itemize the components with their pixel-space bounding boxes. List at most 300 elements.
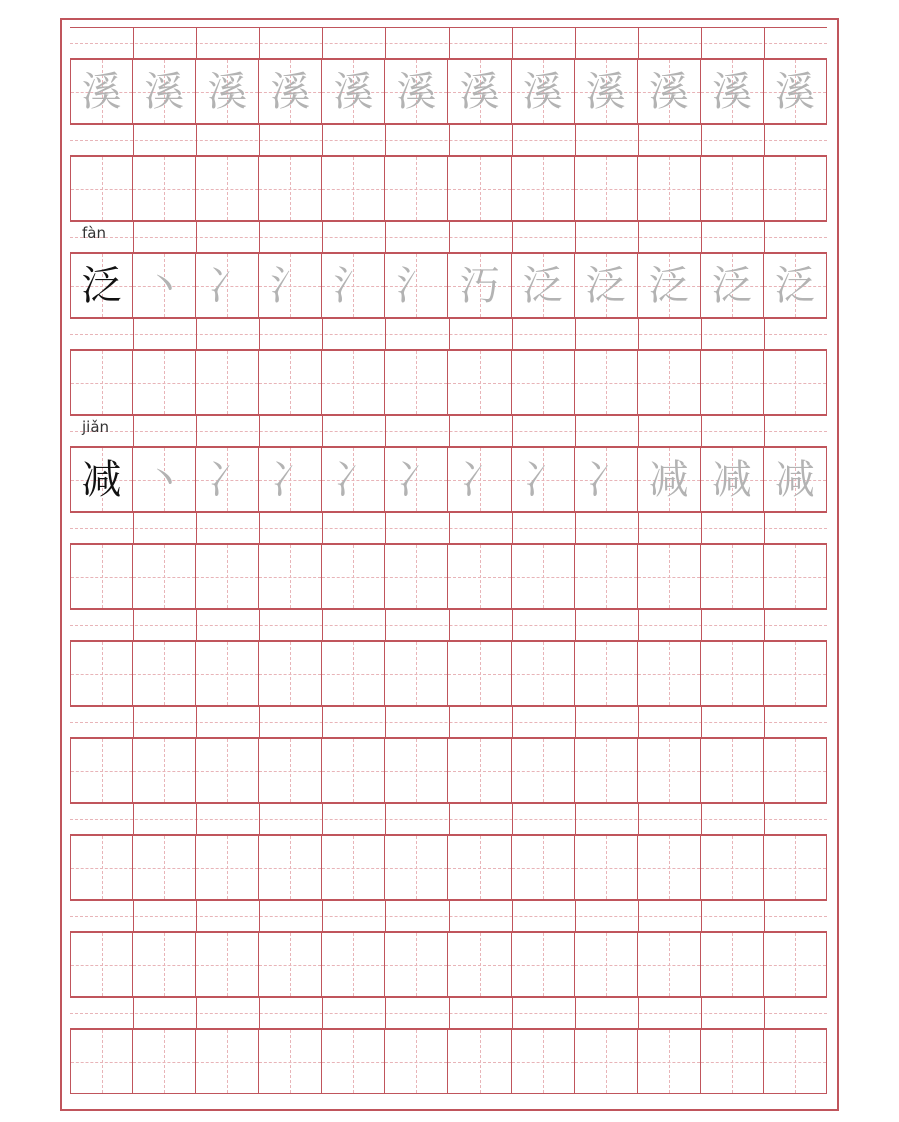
tian-grid-cell[interactable] [133, 545, 196, 608]
cell-horizontal-guide [259, 674, 321, 675]
tian-grid-cell[interactable] [322, 448, 385, 511]
pinyin-band [70, 706, 827, 738]
pinyin-divider [764, 998, 765, 1028]
pinyin-divider [638, 319, 639, 349]
cell-horizontal-guide [322, 577, 384, 578]
pinyin-divider [259, 998, 260, 1028]
cell-horizontal-guide [638, 674, 700, 675]
cell-horizontal-guide [196, 965, 258, 966]
tian-grid-cell[interactable] [196, 545, 259, 608]
tian-grid-cell[interactable] [448, 254, 511, 317]
pinyin-divider [701, 222, 702, 252]
tian-grid-cell[interactable] [512, 642, 575, 705]
tian-grid-cell[interactable] [259, 836, 322, 899]
pinyin-divider [322, 707, 323, 737]
cell-horizontal-guide [322, 965, 384, 966]
tian-grid-cell[interactable] [196, 642, 259, 705]
pinyin-divider [701, 125, 702, 155]
tian-grid-cell[interactable] [259, 545, 322, 608]
tian-grid-cell[interactable] [259, 157, 322, 220]
pinyin-divider [638, 28, 639, 58]
cell-horizontal-guide [133, 189, 195, 190]
pinyin-divider [638, 513, 639, 543]
tian-grid-cell[interactable] [638, 545, 701, 608]
pinyin-divider [133, 804, 134, 834]
tian-grid-cell[interactable] [638, 448, 701, 511]
tian-grid-cell[interactable] [322, 836, 385, 899]
pinyin-divider [196, 804, 197, 834]
cell-horizontal-guide [259, 577, 321, 578]
pinyin-divider [322, 804, 323, 834]
tian-grid-cell[interactable] [448, 739, 511, 802]
cell-horizontal-guide [701, 189, 763, 190]
tian-grid-cell[interactable] [133, 60, 196, 123]
tian-grid-cell[interactable] [764, 254, 827, 317]
tian-grid-cell[interactable] [701, 60, 764, 123]
cell-horizontal-guide [701, 674, 763, 675]
pinyin-divider [701, 610, 702, 640]
tian-grid-cell[interactable] [764, 933, 827, 996]
character-row [70, 738, 827, 803]
tian-grid-cell[interactable] [70, 836, 133, 899]
trace-character: 泛 [774, 262, 815, 309]
tian-grid-cell[interactable] [575, 642, 638, 705]
cell-horizontal-guide [638, 383, 700, 384]
tian-grid-cell[interactable] [448, 836, 511, 899]
cell-horizontal-guide [385, 1062, 447, 1063]
tian-grid-cell[interactable] [70, 642, 133, 705]
cell-horizontal-guide [575, 189, 637, 190]
tian-grid-cell[interactable] [764, 836, 827, 899]
trace-character: 减 [648, 456, 689, 503]
tian-grid-cell[interactable] [322, 254, 385, 317]
tian-grid-cell[interactable] [133, 157, 196, 220]
tian-grid-cell[interactable] [575, 448, 638, 511]
pinyin-divider [196, 513, 197, 543]
tian-grid-cell[interactable] [448, 1030, 511, 1093]
tian-grid-cell[interactable] [701, 448, 764, 511]
pinyin-divider [322, 222, 323, 252]
tian-grid-cell[interactable] [70, 933, 133, 996]
character-row [70, 156, 827, 221]
tian-grid-cell[interactable] [575, 254, 638, 317]
tian-grid-cell[interactable] [764, 739, 827, 802]
character-row [70, 447, 827, 512]
pinyin-divider [638, 416, 639, 446]
pinyin-band [70, 27, 827, 59]
pinyin-divider [449, 222, 450, 252]
pinyin-divider [701, 513, 702, 543]
tian-grid-cell[interactable] [764, 351, 827, 414]
tian-grid-cell[interactable] [322, 1030, 385, 1093]
pinyin-divider [638, 707, 639, 737]
pinyin-band [70, 900, 827, 932]
tian-grid-cell[interactable] [638, 642, 701, 705]
tian-grid-cell[interactable] [512, 448, 575, 511]
tian-grid-cell[interactable] [512, 836, 575, 899]
cell-horizontal-guide [575, 868, 637, 869]
pinyin-divider [512, 125, 513, 155]
tian-grid-cell[interactable] [385, 351, 448, 414]
pinyin-divider [385, 222, 386, 252]
cell-horizontal-guide [764, 189, 826, 190]
pinyin-divider [385, 319, 386, 349]
character-row [70, 544, 827, 609]
pinyin-divider [133, 707, 134, 737]
cell-horizontal-guide [575, 771, 637, 772]
tian-grid-cell[interactable] [638, 836, 701, 899]
trace-character: 汅 [459, 262, 500, 309]
tian-grid-cell[interactable] [259, 642, 322, 705]
pinyin-divider [512, 901, 513, 931]
tian-grid-cell[interactable] [259, 60, 322, 123]
trace-character: 丶 [144, 262, 185, 309]
tian-grid-cell[interactable] [385, 60, 448, 123]
tian-grid-cell[interactable] [196, 351, 259, 414]
practice-grid [70, 27, 827, 1098]
tian-grid-cell[interactable] [385, 642, 448, 705]
cell-horizontal-guide [259, 771, 321, 772]
tian-grid-cell[interactable] [701, 642, 764, 705]
tian-grid-cell[interactable] [385, 1030, 448, 1093]
pinyin-divider [512, 998, 513, 1028]
character-row [70, 835, 827, 900]
tian-grid-cell[interactable] [638, 739, 701, 802]
trace-character: 泛 [648, 262, 689, 309]
tian-grid-cell[interactable] [701, 739, 764, 802]
cell-horizontal-guide [512, 674, 574, 675]
pinyin-divider [322, 610, 323, 640]
trace-character: 氵 [333, 262, 374, 309]
tian-grid-cell[interactable] [70, 1030, 133, 1093]
tian-grid-cell[interactable] [512, 254, 575, 317]
tian-grid-cell[interactable] [575, 1030, 638, 1093]
cell-horizontal-guide [133, 674, 195, 675]
cell-horizontal-guide [322, 771, 384, 772]
cell-horizontal-guide [71, 771, 132, 772]
tian-grid-cell[interactable] [322, 351, 385, 414]
pinyin-band [70, 318, 827, 350]
tian-grid-cell[interactable] [196, 739, 259, 802]
pinyin-divider [701, 998, 702, 1028]
tian-grid-cell[interactable] [638, 254, 701, 317]
tian-grid-cell[interactable] [512, 545, 575, 608]
tian-grid-cell[interactable] [133, 836, 196, 899]
tian-grid-cell[interactable] [385, 157, 448, 220]
cell-horizontal-guide [575, 577, 637, 578]
tian-grid-cell[interactable] [638, 1030, 701, 1093]
cell-horizontal-guide [133, 868, 195, 869]
tian-grid-cell[interactable] [764, 448, 827, 511]
tian-grid-cell[interactable] [512, 933, 575, 996]
cell-horizontal-guide [133, 577, 195, 578]
tian-grid-cell[interactable] [701, 545, 764, 608]
tian-grid-cell[interactable] [575, 933, 638, 996]
tian-grid-cell[interactable] [575, 157, 638, 220]
cell-horizontal-guide [764, 1062, 826, 1063]
trace-character: 泛 [522, 262, 563, 309]
cell-horizontal-guide [764, 868, 826, 869]
cell-horizontal-guide [448, 577, 510, 578]
tian-grid-cell[interactable] [385, 254, 448, 317]
cell-horizontal-guide [196, 771, 258, 772]
pinyin-divider [764, 804, 765, 834]
tian-grid-cell[interactable] [764, 642, 827, 705]
trace-character: 冫 [207, 456, 248, 503]
pinyin-divider [575, 513, 576, 543]
tian-grid-cell[interactable] [70, 157, 133, 220]
pinyin-divider [133, 901, 134, 931]
cell-horizontal-guide [575, 383, 637, 384]
cell-horizontal-guide [71, 674, 132, 675]
pinyin-divider [322, 998, 323, 1028]
trace-character: 溪 [711, 68, 752, 115]
cell-horizontal-guide [638, 577, 700, 578]
tian-grid-cell[interactable] [322, 157, 385, 220]
cell-horizontal-guide [71, 965, 132, 966]
cell-horizontal-guide [196, 1062, 258, 1063]
tian-grid-cell[interactable] [764, 545, 827, 608]
tian-grid-cell[interactable] [385, 933, 448, 996]
tian-grid-cell[interactable] [70, 739, 133, 802]
tian-grid-cell[interactable] [70, 545, 133, 608]
tian-grid-cell[interactable] [512, 157, 575, 220]
tian-grid-cell[interactable] [512, 739, 575, 802]
tian-grid-cell[interactable] [448, 351, 511, 414]
tian-grid-cell[interactable] [701, 1030, 764, 1093]
cell-horizontal-guide [133, 965, 195, 966]
pinyin-divider [196, 222, 197, 252]
pinyin-divider [764, 513, 765, 543]
pinyin-band [70, 997, 827, 1029]
pinyin-divider [196, 125, 197, 155]
pinyin-divider [259, 513, 260, 543]
tian-grid-cell[interactable] [133, 933, 196, 996]
tian-grid-cell[interactable] [70, 448, 133, 511]
cell-horizontal-guide [575, 674, 637, 675]
tian-grid-cell[interactable] [196, 254, 259, 317]
tian-grid-cell[interactable] [448, 157, 511, 220]
cell-horizontal-guide [385, 868, 447, 869]
tian-grid-cell[interactable] [448, 642, 511, 705]
tian-grid-cell[interactable] [638, 351, 701, 414]
cell-horizontal-guide [448, 189, 510, 190]
pinyin-divider [322, 901, 323, 931]
trace-character: 溪 [81, 68, 122, 115]
tian-grid-cell[interactable] [512, 1030, 575, 1093]
tian-grid-cell[interactable] [512, 351, 575, 414]
tian-grid-cell[interactable] [575, 351, 638, 414]
pinyin-divider [385, 998, 386, 1028]
character-row [70, 1029, 827, 1094]
pinyin-divider [701, 901, 702, 931]
tian-grid-cell[interactable] [133, 1030, 196, 1093]
tian-grid-cell[interactable] [322, 60, 385, 123]
tian-grid-cell[interactable] [259, 448, 322, 511]
tian-grid-cell[interactable] [512, 60, 575, 123]
pinyin-divider [449, 707, 450, 737]
cell-horizontal-guide [764, 577, 826, 578]
tian-grid-cell[interactable] [322, 642, 385, 705]
tian-grid-cell[interactable] [385, 448, 448, 511]
tian-grid-cell[interactable] [70, 60, 133, 123]
trace-character: 溪 [585, 68, 626, 115]
pinyin-divider [512, 610, 513, 640]
cell-horizontal-guide [385, 965, 447, 966]
tian-grid-cell[interactable] [701, 836, 764, 899]
pinyin-divider [701, 319, 702, 349]
tian-grid-cell[interactable] [764, 60, 827, 123]
cell-horizontal-guide [322, 383, 384, 384]
tian-grid-cell[interactable] [701, 157, 764, 220]
tian-grid-cell[interactable] [196, 448, 259, 511]
tian-grid-cell[interactable] [70, 254, 133, 317]
pinyin-divider [196, 998, 197, 1028]
pinyin-divider [638, 901, 639, 931]
pinyin-divider [764, 319, 765, 349]
cell-horizontal-guide [71, 868, 132, 869]
pinyin-divider [259, 610, 260, 640]
cell-horizontal-guide [133, 383, 195, 384]
cell-horizontal-guide [512, 771, 574, 772]
trace-character: 冫 [207, 262, 248, 309]
tian-grid-cell[interactable] [764, 157, 827, 220]
pinyin-divider [385, 513, 386, 543]
trace-character: 减 [774, 456, 815, 503]
character-row [70, 641, 827, 706]
pinyin-band [70, 803, 827, 835]
pinyin-divider [638, 804, 639, 834]
tian-grid-cell[interactable] [385, 545, 448, 608]
pinyin-band [70, 124, 827, 156]
pinyin-divider [133, 28, 134, 58]
tian-grid-cell[interactable] [638, 60, 701, 123]
cell-horizontal-guide [322, 674, 384, 675]
pinyin-divider [196, 319, 197, 349]
cell-horizontal-guide [638, 965, 700, 966]
cell-horizontal-guide [512, 868, 574, 869]
pinyin-divider [764, 901, 765, 931]
pinyin-band [70, 512, 827, 544]
pinyin-divider [259, 319, 260, 349]
pinyin-divider [449, 998, 450, 1028]
pinyin-divider [322, 513, 323, 543]
pinyin-divider [385, 416, 386, 446]
tian-grid-cell[interactable] [259, 351, 322, 414]
tian-grid-cell[interactable] [196, 836, 259, 899]
pinyin-divider [512, 513, 513, 543]
pinyin-band [70, 609, 827, 641]
tian-grid-cell[interactable] [196, 157, 259, 220]
character-row [70, 253, 827, 318]
pinyin-divider [133, 222, 134, 252]
trace-character: 减 [711, 456, 752, 503]
cell-horizontal-guide [71, 1062, 132, 1063]
pinyin-divider [133, 513, 134, 543]
tian-grid-cell[interactable] [196, 60, 259, 123]
cell-horizontal-guide [259, 1062, 321, 1063]
cell-horizontal-guide [448, 771, 510, 772]
tian-grid-cell[interactable] [196, 933, 259, 996]
tian-grid-cell[interactable] [259, 1030, 322, 1093]
cell-horizontal-guide [259, 868, 321, 869]
tian-grid-cell[interactable] [575, 60, 638, 123]
tian-grid-cell[interactable] [322, 739, 385, 802]
tian-grid-cell[interactable] [638, 933, 701, 996]
tian-grid-cell[interactable] [385, 739, 448, 802]
tian-grid-cell[interactable] [764, 1030, 827, 1093]
trace-character: 溪 [144, 68, 185, 115]
pinyin-divider [701, 707, 702, 737]
pinyin-divider [449, 28, 450, 58]
pinyin-divider [259, 707, 260, 737]
cell-horizontal-guide [701, 383, 763, 384]
cell-horizontal-guide [764, 965, 826, 966]
cell-horizontal-guide [512, 577, 574, 578]
cell-horizontal-guide [196, 674, 258, 675]
tian-grid-cell[interactable] [133, 254, 196, 317]
tian-grid-cell[interactable] [133, 448, 196, 511]
pinyin-divider [322, 319, 323, 349]
pinyin-divider [764, 416, 765, 446]
pinyin-divider [196, 610, 197, 640]
cell-horizontal-guide [385, 577, 447, 578]
tian-grid-cell[interactable] [701, 351, 764, 414]
tian-grid-cell[interactable] [259, 739, 322, 802]
tian-grid-cell[interactable] [448, 60, 511, 123]
tian-grid-cell[interactable] [322, 933, 385, 996]
cell-horizontal-guide [764, 771, 826, 772]
pinyin-divider [575, 707, 576, 737]
tian-grid-cell[interactable] [259, 254, 322, 317]
pinyin-divider [322, 125, 323, 155]
tian-grid-cell[interactable] [575, 739, 638, 802]
tian-grid-cell[interactable] [133, 739, 196, 802]
tian-grid-cell[interactable] [259, 933, 322, 996]
tian-grid-cell[interactable] [448, 448, 511, 511]
tian-grid-cell[interactable] [701, 254, 764, 317]
tian-grid-cell[interactable] [701, 933, 764, 996]
pinyin-divider [449, 319, 450, 349]
trace-character: 溪 [459, 68, 500, 115]
pinyin-divider [701, 804, 702, 834]
pinyin-divider [196, 416, 197, 446]
tian-grid-cell[interactable] [575, 836, 638, 899]
tian-grid-cell[interactable] [638, 157, 701, 220]
tian-grid-cell[interactable] [322, 545, 385, 608]
cell-horizontal-guide [575, 965, 637, 966]
cell-horizontal-guide [196, 189, 258, 190]
tian-grid-cell[interactable] [196, 1030, 259, 1093]
tian-grid-cell[interactable] [448, 545, 511, 608]
trace-character: 溪 [207, 68, 248, 115]
tian-grid-cell[interactable] [133, 642, 196, 705]
trace-character: 氵 [270, 262, 311, 309]
cell-horizontal-guide [448, 868, 510, 869]
tian-grid-cell[interactable] [448, 933, 511, 996]
tian-grid-cell[interactable] [385, 836, 448, 899]
cell-horizontal-guide [196, 383, 258, 384]
tian-grid-cell[interactable] [70, 351, 133, 414]
pinyin-divider [512, 707, 513, 737]
tian-grid-cell[interactable] [133, 351, 196, 414]
pinyin-divider [259, 222, 260, 252]
cell-horizontal-guide [259, 383, 321, 384]
cell-horizontal-guide [701, 771, 763, 772]
tian-grid-cell[interactable] [575, 545, 638, 608]
pinyin-divider [133, 319, 134, 349]
pinyin-divider [764, 125, 765, 155]
